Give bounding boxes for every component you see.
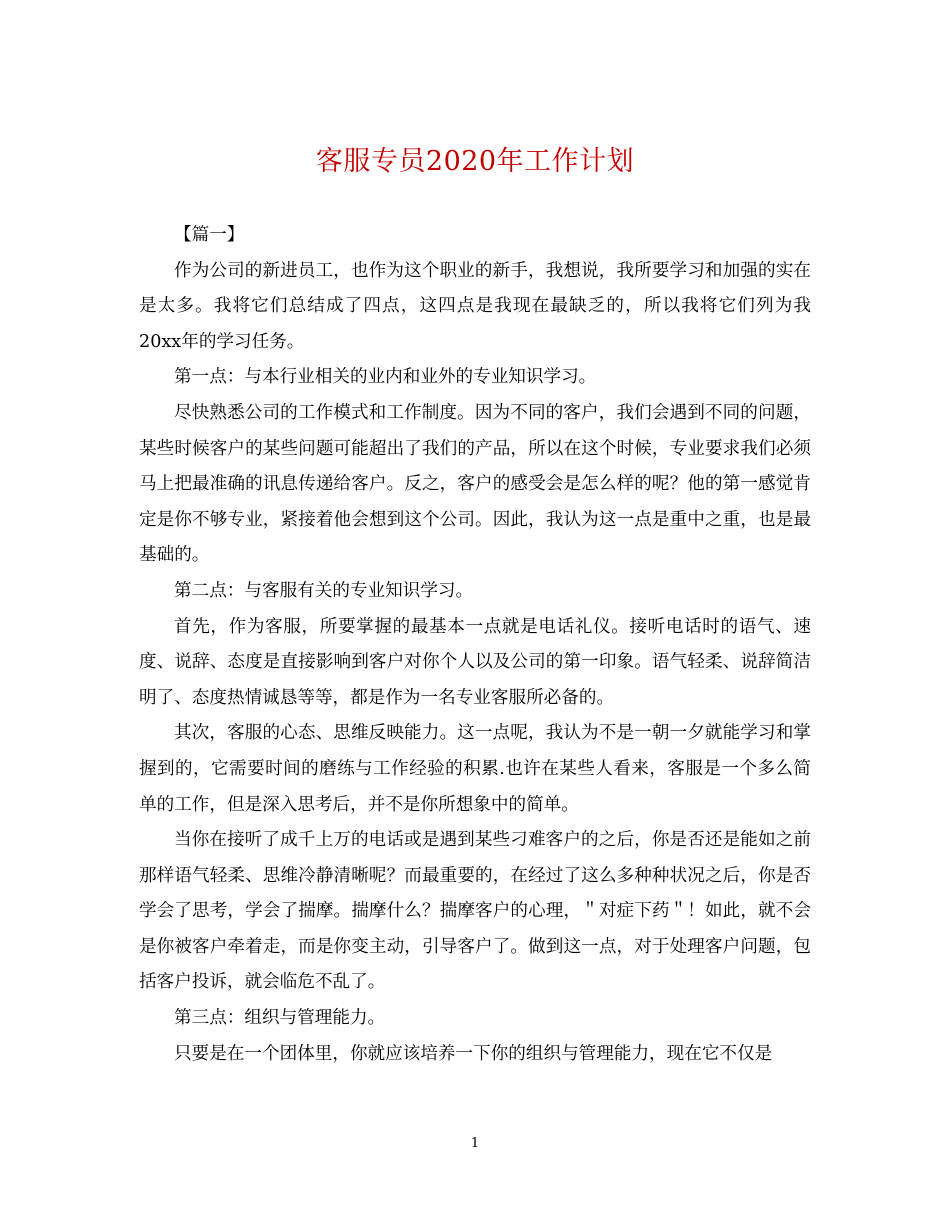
point-heading-3: 第三点：组织与管理能力。 xyxy=(174,1008,386,1029)
paragraph: 尽快熟悉公司的工作模式和工作制度。因为不同的客户，我们会遇到不同的问题，某些时候客户的某些问题可能超出了我们的产品，所以在这个时候，专业要求我们必须马上把最准确的讯息传递给客户。反之，客户的感受会是怎么样的呢？他的第一感觉肯定是你不够专业，紧接着他会想到这个公司。因此，我认为这一点是重中之重，也是最基础的。 xyxy=(139,402,811,566)
paragraph: 作为公司的新进员工，也作为这个职业的新手，我想说，我所要学习和加强的实在是太多。我将它们总结成了四点，这四点是我现在最缺乏的，所以我将它们列为我20xx年的学习任务。 xyxy=(139,260,811,352)
page-number: 1 xyxy=(470,1136,480,1151)
point-heading-2: 第二点：与客服有关的专业知识学习。 xyxy=(174,580,474,601)
section-label: 【篇一】 xyxy=(174,225,245,245)
paragraph: 只要是在一个团体里，你就应该培养一下你的组织与管理能力，现在它不仅是 xyxy=(174,1043,773,1064)
paragraph: 当你在接听了成千上万的电话或是遇到某些刁难客户的之后，你是否还是能如之前那样语气轻柔、思维冷静清晰呢？而最重要的，在经过了这么多种种状况之后，你是否学会了思考，学会了揣摩。揣摩什么？揣摩客户的心理，＂对症下药＂！如此，就不会是你被客户牵着走，而是你变主动，引导客户了。做到这一点，对于处理客户问题，包括客户投诉，就会临危不乱了。 xyxy=(139,830,811,993)
point-heading-1: 第一点：与本行业相关的业内和业外的专业知识学习。 xyxy=(174,367,597,388)
paragraph: 其次，客服的心态、思维反映能力。这一点呢，我认为不是一朝一夕就能学习和掌握到的，它需要时间的磨练与工作经验的积累.也许在某些人看来，客服是一个多么简单的工作，但是深入思考后，并不是你所想象中的简单。 xyxy=(139,723,811,815)
document-body xyxy=(139,218,811,1072)
document-title: 客服专员2020年工作计划 xyxy=(315,146,635,177)
paragraph: 首先，作为客服，所要掌握的最基本一点就是电话礼仪。接听电话时的语气、速度、说辞、态度是直接影响到客户对你个人以及公司的第一印象。语气轻柔、说辞简洁明了、态度热情诚恳等等，都是作为一名专业客服所必备的。 xyxy=(139,616,811,708)
